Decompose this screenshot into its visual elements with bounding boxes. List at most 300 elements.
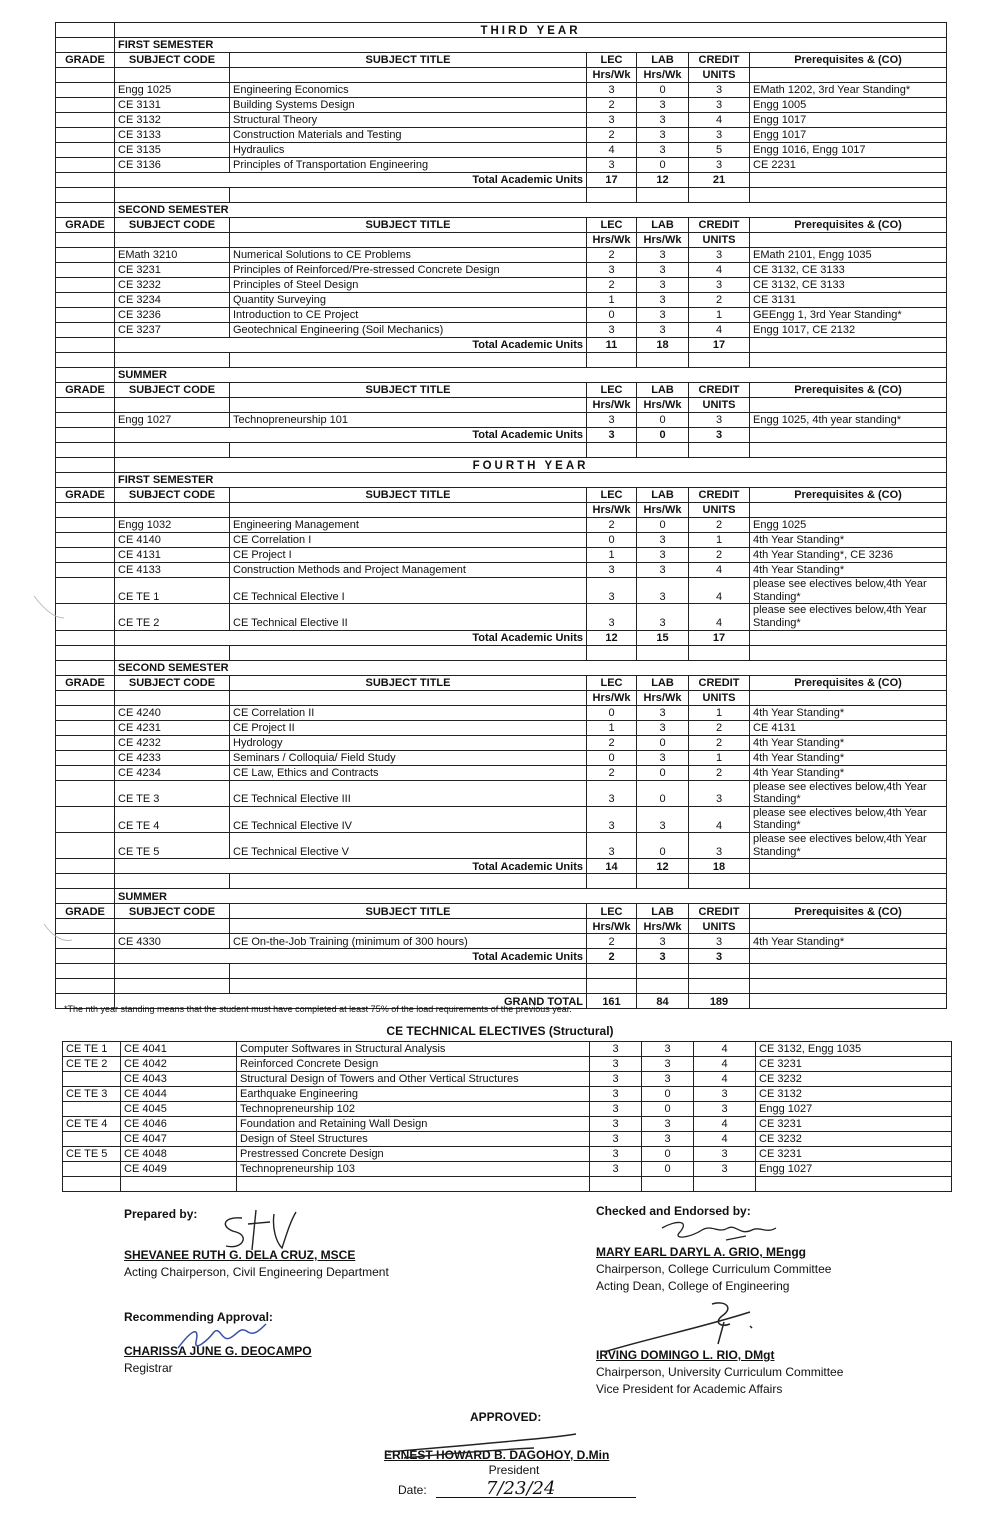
header-row — [56, 904, 947, 919]
spacer-cell — [230, 443, 587, 458]
lab-hours: 0 — [637, 518, 689, 533]
grade-header: GRADE — [56, 904, 115, 919]
spacer-cell — [587, 443, 637, 458]
header-row — [56, 488, 947, 503]
elective-row — [63, 1132, 952, 1147]
table-row — [56, 780, 947, 806]
lec-hours: 3 — [587, 578, 637, 604]
subject-title: Structural Design of Towers and Other Vertical Structures — [237, 1072, 590, 1087]
credit-units: 3 — [689, 833, 750, 859]
total-label: Total Academic Units — [115, 859, 587, 874]
credit-units: 2 — [689, 765, 750, 780]
subject-title-header: SUBJECT TITLE — [230, 675, 587, 690]
vp-role-1: Chairperson, University Curriculum Committee — [596, 1365, 844, 1379]
table-cell — [750, 690, 947, 705]
total-row — [56, 173, 947, 188]
table-cell — [115, 68, 230, 83]
lab-hours: 3 — [637, 323, 689, 338]
prerequisites: 4th Year Standing* — [750, 533, 947, 548]
spacer-cell — [694, 1177, 756, 1192]
table-cell — [750, 68, 947, 83]
lab-hours: 3 — [637, 248, 689, 263]
spacer-cell — [689, 979, 750, 994]
spacer-cell — [230, 964, 587, 979]
subject-title: CE Project II — [230, 720, 587, 735]
elective-row — [63, 1042, 952, 1057]
spacer-cell — [115, 645, 230, 660]
grade-cell — [56, 533, 115, 548]
spacer-cell — [56, 645, 115, 660]
units-header: UNITS — [689, 233, 750, 248]
spacer-cell — [587, 874, 637, 889]
lab-hours: 3 — [637, 705, 689, 720]
grade-cell — [56, 833, 115, 859]
lab-hours: 0 — [642, 1102, 694, 1117]
semester-title-row — [56, 473, 947, 488]
subject-code-header: SUBJECT CODE — [115, 904, 230, 919]
lab-hours: 3 — [637, 308, 689, 323]
lec-hours: 1 — [587, 548, 637, 563]
credit-units: 3 — [689, 413, 750, 428]
subject-title: Quantity Surveying — [230, 293, 587, 308]
subject-title: CE Technical Elective IV — [230, 806, 587, 832]
spacer-cell — [230, 188, 587, 203]
checked-name: MARY EARL DARYL A. GRIO, MEngg — [596, 1245, 807, 1259]
subject-code: CE 4131 — [115, 548, 230, 563]
total-lec: 14 — [587, 859, 637, 874]
grade-cell — [56, 368, 115, 383]
spacer-cell — [63, 1177, 121, 1192]
lab-header: LAB — [637, 488, 689, 503]
grade-cell — [56, 338, 115, 353]
total-row — [56, 428, 947, 443]
credit-units: 4 — [694, 1042, 756, 1057]
lec-hours: 3 — [590, 1147, 642, 1162]
year-title: FOURTH YEAR — [115, 458, 947, 473]
total-lec: 12 — [587, 630, 637, 645]
lab-hours: 3 — [637, 604, 689, 630]
table-row — [56, 413, 947, 428]
total-row — [56, 949, 947, 964]
elective-group: CE TE 5 — [63, 1147, 121, 1162]
lab-hours: 3 — [642, 1057, 694, 1072]
lab-hours: 0 — [637, 413, 689, 428]
subheader-row — [56, 233, 947, 248]
elective-row — [63, 1102, 952, 1117]
credit-units: 3 — [689, 278, 750, 293]
grade-cell — [56, 458, 115, 473]
table-cell — [750, 630, 947, 645]
spacer-cell — [750, 874, 947, 889]
subject-code: CE 3133 — [115, 128, 230, 143]
table-cell — [115, 398, 230, 413]
spacer-cell — [115, 353, 230, 368]
table-row — [56, 720, 947, 735]
president-role: President — [488, 1463, 540, 1477]
grade-cell — [56, 98, 115, 113]
table-row — [56, 83, 947, 98]
prerequisites: Engg 1027 — [756, 1102, 952, 1117]
spacer-row — [63, 1177, 952, 1192]
subject-code: CE 4234 — [115, 765, 230, 780]
grade-cell — [56, 143, 115, 158]
subject-title: Structural Theory — [230, 113, 587, 128]
credit-header: CREDIT — [689, 53, 750, 68]
subject-title: Earthquake Engineering — [237, 1087, 590, 1102]
lec-header: LEC — [587, 218, 637, 233]
lab-hours: 3 — [642, 1072, 694, 1087]
subject-title: Building Systems Design — [230, 98, 587, 113]
lec-hours: 3 — [587, 604, 637, 630]
grade-header: GRADE — [56, 488, 115, 503]
lab-hours: 3 — [637, 533, 689, 548]
subject-title: CE Technical Elective I — [230, 578, 587, 604]
table-cell — [750, 338, 947, 353]
lab-header: LAB — [637, 675, 689, 690]
subject-title: Principles of Reinforced/Pre-stressed Concrete Design — [230, 263, 587, 278]
credit-units: 2 — [689, 293, 750, 308]
lec-hours: 3 — [587, 158, 637, 173]
lab-hours: 0 — [637, 833, 689, 859]
grand-total-units: 189 — [689, 994, 750, 1009]
lec-hours: 3 — [587, 806, 637, 832]
subject-code: CE TE 1 — [115, 578, 230, 604]
table-cell — [750, 233, 947, 248]
header-row — [56, 53, 947, 68]
subject-code: CE TE 3 — [115, 780, 230, 806]
lec-header: LEC — [587, 904, 637, 919]
spacer-cell — [637, 979, 689, 994]
grade-cell — [56, 720, 115, 735]
header-row — [56, 218, 947, 233]
total-label: Total Academic Units — [115, 173, 587, 188]
lec-hours: 3 — [590, 1102, 642, 1117]
lec-hours: 0 — [587, 750, 637, 765]
subheader-row — [56, 690, 947, 705]
credit-units: 4 — [694, 1072, 756, 1087]
table-cell — [230, 690, 587, 705]
lec-hours: 3 — [587, 83, 637, 98]
lec-header: LEC — [587, 675, 637, 690]
grade-cell — [56, 949, 115, 964]
grade-cell — [56, 413, 115, 428]
spacer-cell — [115, 443, 230, 458]
spacer-cell — [230, 979, 587, 994]
lec-hours: 2 — [587, 128, 637, 143]
elective-row — [63, 1162, 952, 1177]
spacer-cell — [689, 874, 750, 889]
lab-hours: 3 — [642, 1117, 694, 1132]
signature-prepared — [212, 1206, 302, 1256]
signature-president — [384, 1428, 584, 1468]
subject-code-header: SUBJECT CODE — [115, 53, 230, 68]
semester-title: FIRST SEMESTER — [115, 473, 947, 488]
lec-hours: 2 — [587, 248, 637, 263]
spacer-cell — [121, 1177, 237, 1192]
grade-cell — [56, 173, 115, 188]
elective-row — [63, 1072, 952, 1087]
lab-hours: 3 — [637, 563, 689, 578]
subject-title: Geotechnical Engineering (Soil Mechanics) — [230, 323, 587, 338]
total-lab: 0 — [637, 428, 689, 443]
grade-cell — [56, 563, 115, 578]
elective-row — [63, 1147, 952, 1162]
table-cell — [230, 233, 587, 248]
grade-header: GRADE — [56, 383, 115, 398]
spacer-cell — [230, 645, 587, 660]
table-row — [56, 293, 947, 308]
subject-code: CE 3237 — [115, 323, 230, 338]
table-cell — [115, 503, 230, 518]
subject-code-header: SUBJECT CODE — [115, 383, 230, 398]
grade-cell — [56, 38, 115, 53]
lec-hours: 0 — [587, 533, 637, 548]
table-cell — [115, 690, 230, 705]
subject-title-header: SUBJECT TITLE — [230, 383, 587, 398]
grade-header: GRADE — [56, 675, 115, 690]
subject-code: CE 4046 — [121, 1117, 237, 1132]
grade-cell — [56, 518, 115, 533]
vp-name: IRVING DOMINGO L. RIO, DMgt — [596, 1348, 775, 1362]
subject-title: Reinforced Concrete Design — [237, 1057, 590, 1072]
credit-units: 4 — [689, 604, 750, 630]
date-value: 7/23/24 — [436, 1480, 636, 1498]
total-lec: 17 — [587, 173, 637, 188]
table-row — [56, 548, 947, 563]
spacer-cell — [637, 353, 689, 368]
grade-cell — [56, 859, 115, 874]
year-title-row — [56, 458, 947, 473]
prerequisites: 4th Year Standing* — [750, 765, 947, 780]
spacer-row — [56, 443, 947, 458]
credit-units: 3 — [694, 1162, 756, 1177]
credit-units: 5 — [689, 143, 750, 158]
table-row — [56, 128, 947, 143]
lab-hours: 0 — [637, 158, 689, 173]
spacer-cell — [587, 353, 637, 368]
grade-cell — [56, 428, 115, 443]
grade-cell — [56, 806, 115, 832]
subject-title: Numerical Solutions to CE Problems — [230, 248, 587, 263]
total-units: 21 — [689, 173, 750, 188]
lec-hours: 3 — [590, 1087, 642, 1102]
grade-cell — [56, 158, 115, 173]
prerequisites-header: Prerequisites & (CO) — [750, 488, 947, 503]
lab-header: LAB — [637, 383, 689, 398]
table-row — [56, 604, 947, 630]
subject-code: Engg 1027 — [115, 413, 230, 428]
subject-title: CE Correlation I — [230, 533, 587, 548]
subject-code: Engg 1032 — [115, 518, 230, 533]
credit-units: 4 — [694, 1057, 756, 1072]
spacer-cell — [587, 979, 637, 994]
grade-cell — [56, 705, 115, 720]
table-row — [56, 765, 947, 780]
footnote: *The nth year standing means that the student must have completed at least 75% of the load requirements of the previous year. — [64, 1004, 572, 1014]
credit-units: 2 — [689, 720, 750, 735]
spacer-cell — [590, 1177, 642, 1192]
subheader-row — [56, 919, 947, 934]
credit-header: CREDIT — [689, 218, 750, 233]
total-units: 17 — [689, 338, 750, 353]
lab-hours: 3 — [637, 113, 689, 128]
subject-code: CE 4044 — [121, 1087, 237, 1102]
subject-code-header: SUBJECT CODE — [115, 488, 230, 503]
spacer-cell — [237, 1177, 590, 1192]
lec-hrs-header: Hrs/Wk — [587, 919, 637, 934]
credit-units: 3 — [694, 1102, 756, 1117]
table-cell — [750, 949, 947, 964]
subject-code: CE 4330 — [115, 934, 230, 949]
semester-title: SUMMER — [115, 368, 947, 383]
elective-group — [63, 1072, 121, 1087]
semester-title-row — [56, 203, 947, 218]
grand-total-lec: 161 — [587, 994, 637, 1009]
lab-hours: 3 — [637, 98, 689, 113]
grade-cell — [56, 503, 115, 518]
units-header: UNITS — [689, 398, 750, 413]
lab-hours: 0 — [642, 1087, 694, 1102]
subject-code: CE 4043 — [121, 1072, 237, 1087]
header-row — [56, 675, 947, 690]
table-row — [56, 563, 947, 578]
units-header: UNITS — [689, 919, 750, 934]
grade-cell — [56, 780, 115, 806]
spacer-cell — [689, 443, 750, 458]
lec-hours: 2 — [587, 278, 637, 293]
lab-hours: 0 — [642, 1147, 694, 1162]
subject-code: CE 4047 — [121, 1132, 237, 1147]
grade-cell — [56, 750, 115, 765]
date-block — [398, 1480, 636, 1499]
prerequisites: 4th Year Standing* — [750, 934, 947, 949]
date-label: Date: — [398, 1483, 427, 1497]
prerequisites: Engg 1005 — [750, 98, 947, 113]
spacer-cell — [637, 645, 689, 660]
lab-hours: 3 — [637, 548, 689, 563]
lab-hours: 3 — [637, 806, 689, 832]
signature-vp — [600, 1298, 770, 1358]
spacer-cell — [689, 188, 750, 203]
spacer-row — [56, 353, 947, 368]
table-row — [56, 518, 947, 533]
recommending-role: Registrar — [124, 1361, 173, 1375]
subheader-row — [56, 398, 947, 413]
spacer-cell — [56, 353, 115, 368]
checked-role-2: Acting Dean, College of Engineering — [596, 1279, 790, 1293]
spacer-cell — [230, 874, 587, 889]
total-lec: 11 — [587, 338, 637, 353]
prerequisites: please see electives below,4th Year Standing* — [750, 833, 947, 859]
total-units: 3 — [689, 949, 750, 964]
subject-code: CE 3232 — [115, 278, 230, 293]
total-row — [56, 859, 947, 874]
spacer-cell — [56, 188, 115, 203]
lec-hrs-header: Hrs/Wk — [587, 503, 637, 518]
credit-units: 1 — [689, 308, 750, 323]
table-cell — [750, 859, 947, 874]
total-label: Total Academic Units — [115, 338, 587, 353]
lec-hours: 2 — [587, 765, 637, 780]
total-lec: 3 — [587, 428, 637, 443]
elective-group: CE TE 4 — [63, 1117, 121, 1132]
subject-title-header: SUBJECT TITLE — [230, 488, 587, 503]
prerequisites: EMath 1202, 3rd Year Standing* — [750, 83, 947, 98]
subject-title: CE Technical Elective II — [230, 604, 587, 630]
total-lab: 15 — [637, 630, 689, 645]
grade-cell — [56, 889, 115, 904]
grade-cell — [56, 278, 115, 293]
subject-code: CE 4042 — [121, 1057, 237, 1072]
prerequisites: 4th Year Standing* — [750, 563, 947, 578]
credit-units: 3 — [689, 98, 750, 113]
spacer-cell — [750, 645, 947, 660]
prerequisites: Engg 1016, Engg 1017 — [750, 143, 947, 158]
subject-title: Foundation and Retaining Wall Design — [237, 1117, 590, 1132]
total-lab: 12 — [637, 173, 689, 188]
semester-title-row — [56, 38, 947, 53]
subject-title-header: SUBJECT TITLE — [230, 53, 587, 68]
year-title-row — [56, 23, 947, 38]
prerequisites: CE 3132, CE 3133 — [750, 263, 947, 278]
spacer-cell — [756, 1177, 952, 1192]
subject-title: CE Project I — [230, 548, 587, 563]
credit-units: 4 — [689, 263, 750, 278]
prerequisites: Engg 1025, 4th year standing* — [750, 413, 947, 428]
lec-hours: 3 — [587, 833, 637, 859]
subject-code: CE 4133 — [115, 563, 230, 578]
table-row — [56, 934, 947, 949]
spacer-row — [56, 874, 947, 889]
spacer-cell — [689, 353, 750, 368]
lab-header: LAB — [637, 53, 689, 68]
subject-code: CE 3231 — [115, 263, 230, 278]
spacer-row — [56, 979, 947, 994]
elective-row — [63, 1117, 952, 1132]
prerequisites: Engg 1017 — [750, 128, 947, 143]
grade-cell — [56, 735, 115, 750]
credit-units: 3 — [689, 934, 750, 949]
total-label: Total Academic Units — [115, 428, 587, 443]
grade-header: GRADE — [56, 53, 115, 68]
prerequisites: please see electives below,4th Year Standing* — [750, 604, 947, 630]
subject-title: Introduction to CE Project — [230, 308, 587, 323]
spacer-row — [56, 964, 947, 979]
spacer-row — [56, 188, 947, 203]
total-units: 18 — [689, 859, 750, 874]
lec-hours: 3 — [587, 780, 637, 806]
prerequisites-header: Prerequisites & (CO) — [750, 904, 947, 919]
grade-cell — [56, 473, 115, 488]
spacer-cell — [750, 443, 947, 458]
credit-units: 3 — [689, 83, 750, 98]
subject-title: Engineering Economics — [230, 83, 587, 98]
prerequisites: CE 2231 — [750, 158, 947, 173]
total-label: Total Academic Units — [115, 949, 587, 964]
subject-code-header: SUBJECT CODE — [115, 218, 230, 233]
lab-hours: 0 — [637, 780, 689, 806]
spacer-cell — [115, 979, 230, 994]
subject-code: CE 3234 — [115, 293, 230, 308]
credit-units: 4 — [689, 806, 750, 832]
table-row — [56, 533, 947, 548]
lab-hours: 3 — [637, 143, 689, 158]
grade-cell — [56, 248, 115, 263]
curriculum-table — [55, 22, 947, 1009]
lab-header: LAB — [637, 904, 689, 919]
spacer-cell — [587, 645, 637, 660]
lec-hours: 0 — [587, 308, 637, 323]
